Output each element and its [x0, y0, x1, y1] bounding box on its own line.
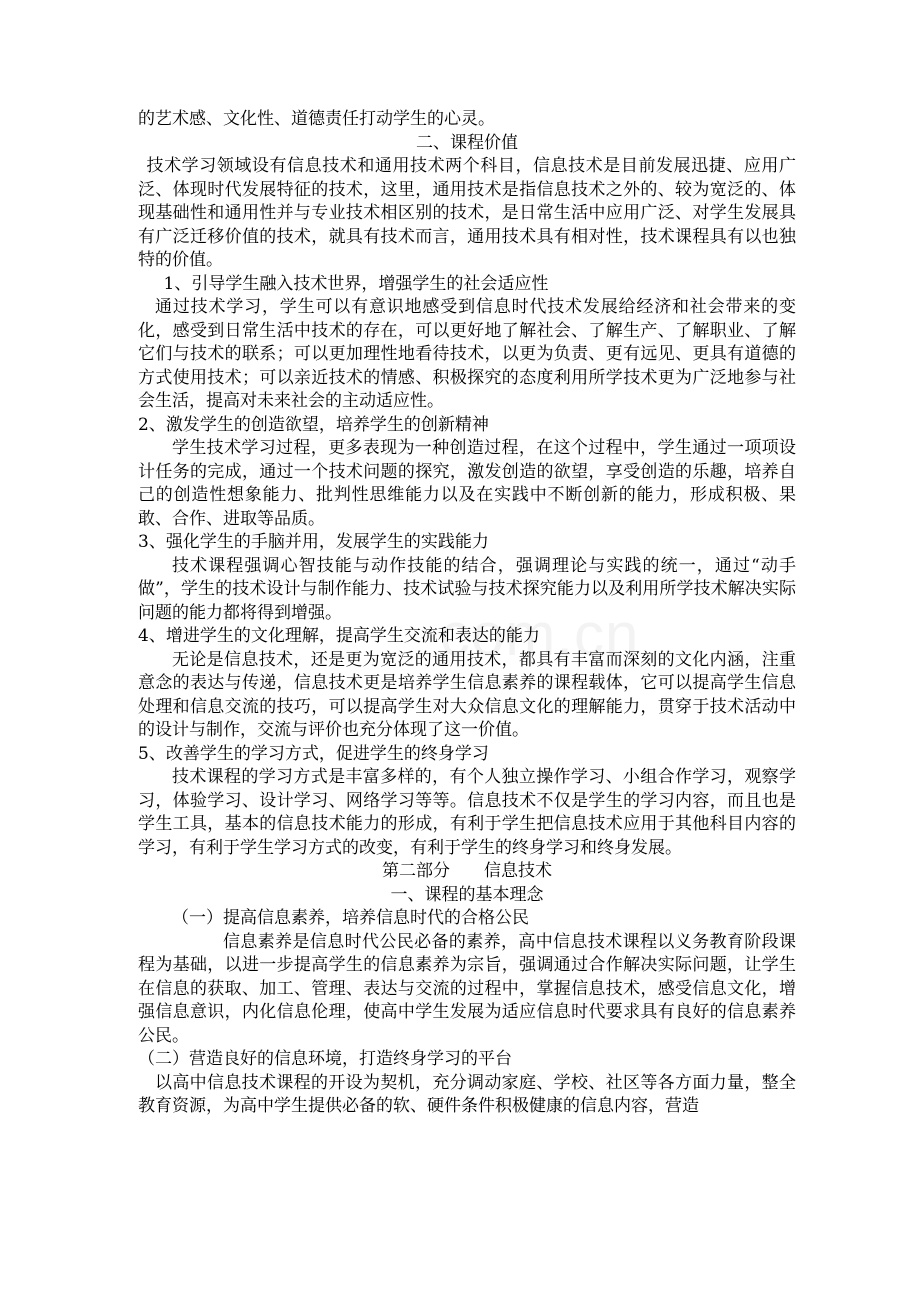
paragraph-intro: 技术学习领域设有信息技术和通用技术两个科目，信息技术是目前发展迅捷、应用广泛、体现时代发展特征的技术，这里，通用技术是指信息技术之外的、较为宽泛的、体现基础性和通用性并与专业技术相区别的技术，是日常生活中应用广泛、对学生发展具有广泛迁移价值的技术，就具有技术而言，通用技术具有相对性，技术课程具有以也独特的价值。	[138, 156, 796, 270]
paragraph-concept-1: 信息素养是信息时代公民必备的素养，高中信息技术课程以义务教育阶段课程为基础，以进一步提高学生的信息素养为宗旨，强调通过合作解决实际问题，让学生在信息的获取、加工、管理、表达与交流的过程中，掌握信息技术，感受信息文化，增强信息意识，内化信息伦理，使高中学生发展为适应信息时代要求具有良好的信息素养公民。	[138, 931, 796, 1046]
subheading-concept-1: （一）提高信息素养，培养信息时代的合格公民	[172, 908, 529, 928]
subheading-5: 5、改善学生的学习方式，促进学生的终身学习	[138, 743, 489, 764]
paragraph-continuation: 的艺术感、文化性、道德责任打动学生的心灵。	[138, 109, 495, 129]
subheading-3: 3、强化学生的手脑并用，发展学生的实践能力	[138, 532, 489, 552]
subheading-1: 1、引导学生融入技术世界，增强学生的社会适应性	[163, 273, 549, 294]
subheading-concept-2: （二）营造良好的信息环境，打造终身学习的平台	[138, 1049, 512, 1069]
subheading-2: 2、激发学生的创造欲望，培养学生的创新精神	[138, 414, 489, 435]
paragraph-1: 通过技术学习，学生可以有意识地感受到信息时代技术发展给经济和社会带来的变化，感受到日常生活中技术的存在，可以更好地了解社会、了解生产、了解职业、了解它们与技术的联系；可以更加理性地看待技术，以更为负责、更有远见、更具有道德的方式使用技术；可以亲近技术的情感、积极探究的态度利用所学技术更为广泛地参与社会生活，提高对未来社会的主动适应性。	[138, 297, 796, 411]
paragraph-concept-2: 以高中信息技术课程的开设为契机，充分调动家庭、学校、社区等各方面力量，整全教育资源，为高中学生提供必备的软、硬件条件积极健康的信息内容，营造	[138, 1072, 796, 1116]
part-heading: 第二部分 信息技术	[382, 861, 552, 881]
document-body	[138, 108, 796, 1119]
paragraph-4: 无论是信息技术，还是更为宽泛的通用技术，都具有丰富而深刻的文化内涵，注重意念的表达与传递，信息技术更是培养学生信息素养的课程载体，它可以提高学生信息处理和信息交流的技巧，可以提高学生对大众信息文化的理解能力，贯穿于技术活动中的设计与制作，交流与评价也充分体现了这一价值。	[138, 649, 796, 740]
section-heading-course-value: 二、课程价值	[416, 132, 518, 153]
watermark: com.cn	[440, 601, 640, 668]
paragraph-3: 技术课程强调心智技能与动作技能的结合，强调理论与实践的统一，通过“动手做”，学生的技术设计与制作能力、技术试验与技术探究能力以及利用所学技术解决实际问题的能力都将得到增强。	[138, 555, 796, 623]
section-heading-basic-concept: 一、课程的基本理念	[390, 884, 544, 905]
paragraph-5: 技术课程的学习方式是丰富多样的，有个人独立操作学习、小组合作学习，观察学习，体验学习、设计学习、网络学习等等。信息技术不仅是学生的学习内容，而且也是学生工具，基本的信息技术能力的形成，有利于学生把信息技术应用于其他科目内容的学习，有利于学生学习方式的改变，有利于学生的终身学习和终身发展。	[138, 767, 796, 858]
subheading-4: 4、增进学生的文化理解，提高学生交流和表达的能力	[138, 626, 540, 646]
paragraph-2: 学生技术学习过程，更多表现为一种创造过程，在这个过程中，学生通过一项项设计任务的完成，通过一个技术问题的探究，激发创造的欲望，享受创造的乐趣，培养自己的创造性想象能力、批判性思维能力以及在实践中不断创新的能力，形成积极、果敢、合作、进取等品质。	[138, 438, 796, 529]
